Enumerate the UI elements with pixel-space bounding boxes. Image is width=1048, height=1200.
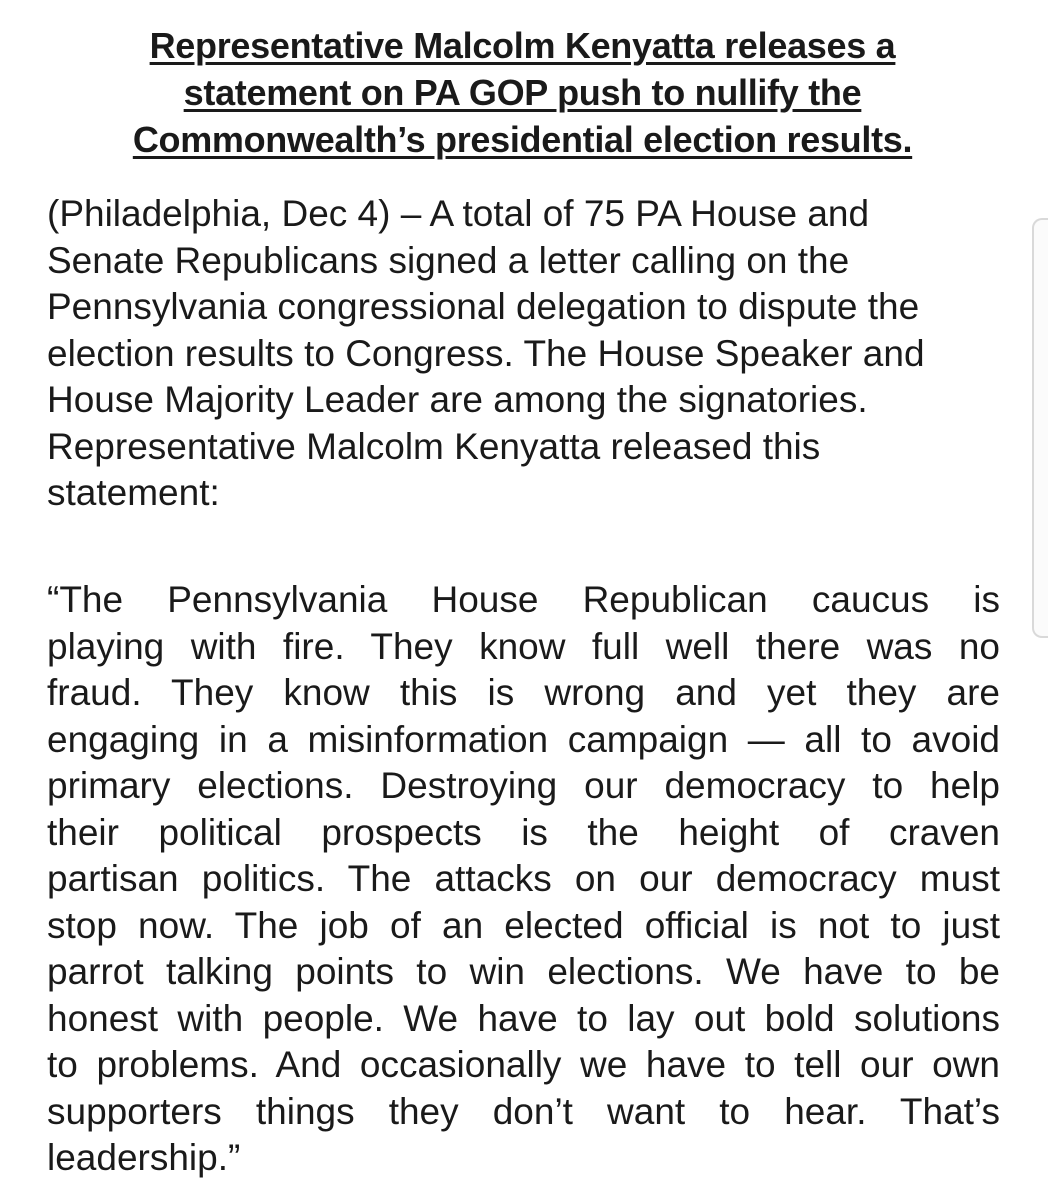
press-release-title bbox=[40, 22, 1005, 163]
intro-line: statement: bbox=[47, 472, 220, 513]
quote-line: parrot talking points to win elections. We have to be bbox=[47, 951, 1000, 992]
quote-line: their political prospects is the height of craven bbox=[47, 811, 1000, 853]
quote-line: leadership.” bbox=[47, 1137, 241, 1178]
intro-line: House Majority Leader are among the signatories. bbox=[47, 379, 868, 420]
quote-line: honest with people. We have to lay out bold solutions bbox=[47, 997, 1000, 1039]
quote-line: fraud. They know this is wrong and yet they are bbox=[47, 672, 1000, 713]
intro-line: election results to Congress. The House Speaker and bbox=[47, 332, 925, 374]
statement-quote bbox=[47, 577, 1000, 1182]
quote-line: partisan politics. The attacks on our democracy must bbox=[47, 858, 1000, 899]
quote-line: “The Pennsylvania House Republican caucus is bbox=[47, 579, 1000, 620]
intro-line: Senate Republicans signed a letter calling on the bbox=[47, 239, 850, 281]
scrollbar-handle[interactable] bbox=[1032, 218, 1048, 638]
title-line: Representative Malcolm Kenyatta releases a bbox=[149, 25, 896, 66]
quote-line: stop now. The job of an elected official is not to just bbox=[47, 904, 1000, 946]
intro-line: Pennsylvania congressional delegation to dispute the bbox=[47, 286, 920, 327]
intro-line: Representative Malcolm Kenyatta released this bbox=[47, 425, 821, 467]
quote-line: supporters things they don’t want to hear. That’s bbox=[47, 1090, 1000, 1132]
intro-paragraph bbox=[47, 191, 1007, 517]
quote-line: engaging in a misinformation campaign — all to avoid bbox=[47, 718, 1000, 760]
quote-line: primary elections. Destroying our democracy to help bbox=[47, 765, 1000, 806]
quote-line: playing with fire. They know full well there was no bbox=[47, 625, 1000, 667]
intro-line: (Philadelphia, Dec 4) – A total of 75 PA House and bbox=[47, 193, 870, 234]
title-line: Commonwealth’s presidential election results. bbox=[132, 119, 913, 160]
title-line: statement on PA GOP push to nullify the bbox=[183, 72, 862, 113]
quote-line: to problems. And occasionally we have to tell our own bbox=[47, 1044, 1000, 1085]
